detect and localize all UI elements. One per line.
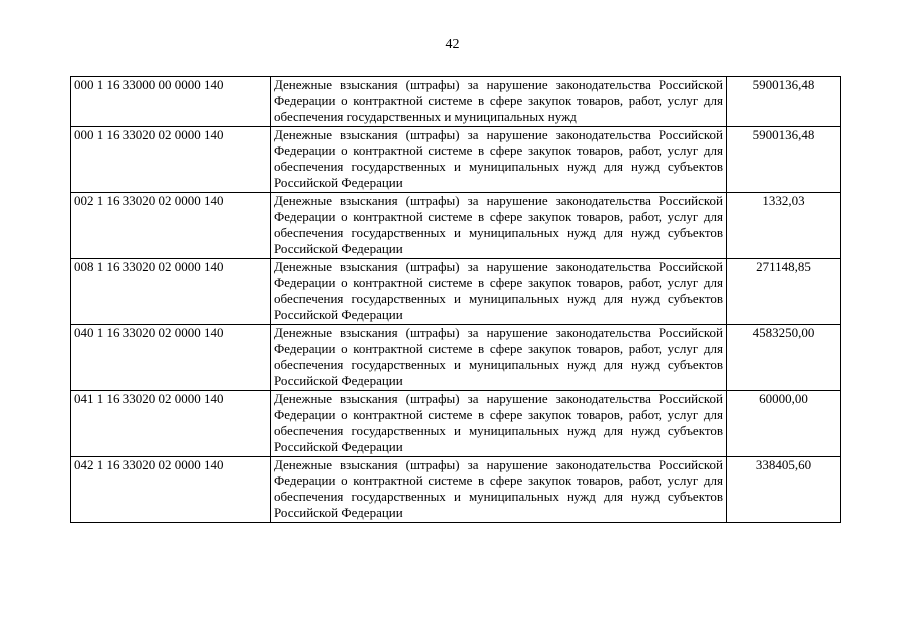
- budget-code-cell: 041 1 16 33020 02 0000 140: [71, 391, 271, 457]
- description-cell: Денежные взыскания (штрафы) за нарушение законодательства Российской Федерации о контрактной системе в сфере закупок товаров, работ, услуг для обеспечения государственных и муниципальных нужд для нужд субъектов Российской Федерации: [271, 259, 727, 325]
- amount-cell: 271148,85: [727, 259, 841, 325]
- description-cell: Денежные взыскания (штрафы) за нарушение законодательства Российской Федерации о контрактной системе в сфере закупок товаров, работ, услуг для обеспечения государственных и муниципальных нужд для нужд субъектов Российской Федерации: [271, 193, 727, 259]
- description-cell: Денежные взыскания (штрафы) за нарушение законодательства Российской Федерации о контрактной системе в сфере закупок товаров, работ, услуг для обеспечения государственных и муниципальных нужд для нужд субъектов Российской Федерации: [271, 457, 727, 523]
- table-row: [71, 259, 841, 325]
- revenue-table: [70, 76, 841, 523]
- amount-cell: 1332,03: [727, 193, 841, 259]
- description-cell: Денежные взыскания (штрафы) за нарушение законодательства Российской Федерации о контрактной системе в сфере закупок товаров, работ, услуг для обеспечения государственных и муниципальных нужд для нужд субъектов Российской Федерации: [271, 325, 727, 391]
- amount-cell: 338405,60: [727, 457, 841, 523]
- description-cell: Денежные взыскания (штрафы) за нарушение законодательства Российской Федерации о контрактной системе в сфере закупок товаров, работ, услуг для обеспечения государственных и муниципальных нужд для нужд субъектов Российской Федерации: [271, 127, 727, 193]
- budget-code-cell: 008 1 16 33020 02 0000 140: [71, 259, 271, 325]
- table-row: [71, 193, 841, 259]
- budget-code-cell: 040 1 16 33020 02 0000 140: [71, 325, 271, 391]
- amount-cell: 5900136,48: [727, 77, 841, 127]
- table-row: [71, 127, 841, 193]
- table-row: [71, 77, 841, 127]
- table-row: [71, 457, 841, 523]
- amount-cell: 4583250,00: [727, 325, 841, 391]
- table-row: [71, 325, 841, 391]
- budget-code-cell: 002 1 16 33020 02 0000 140: [71, 193, 271, 259]
- budget-code-cell: 000 1 16 33020 02 0000 140: [71, 127, 271, 193]
- budget-code-cell: 000 1 16 33000 00 0000 140: [71, 77, 271, 127]
- description-cell: Денежные взыскания (штрафы) за нарушение законодательства Российской Федерации о контрактной системе в сфере закупок товаров, работ, услуг для обеспечения государственных и муниципальных нужд: [271, 77, 727, 127]
- page-number: 42: [445, 37, 460, 52]
- amount-cell: 60000,00: [727, 391, 841, 457]
- budget-code-cell: 042 1 16 33020 02 0000 140: [71, 457, 271, 523]
- amount-cell: 5900136,48: [727, 127, 841, 193]
- table-row: [71, 391, 841, 457]
- description-cell: Денежные взыскания (штрафы) за нарушение законодательства Российской Федерации о контрактной системе в сфере закупок товаров, работ, услуг для обеспечения государственных и муниципальных нужд для нужд субъектов Российской Федерации: [271, 391, 727, 457]
